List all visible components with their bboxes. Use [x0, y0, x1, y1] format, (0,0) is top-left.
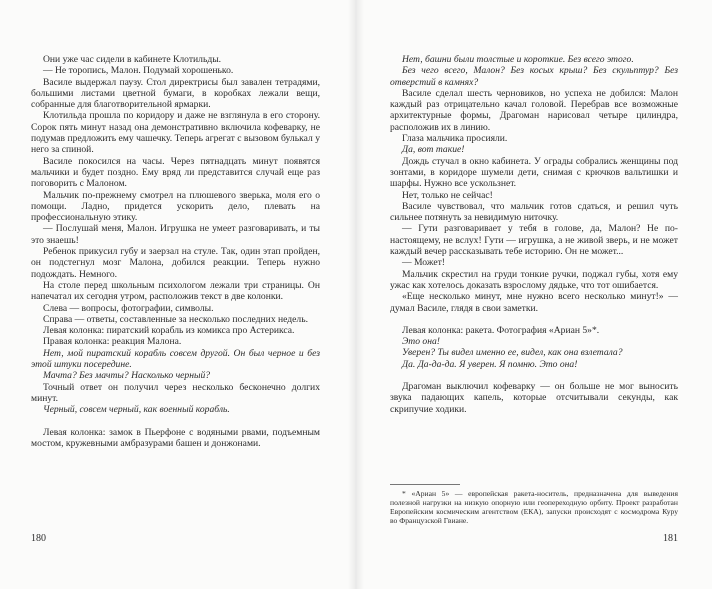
paragraph: Нет, башни были толстые и короткие. Без всего этого. [402, 54, 634, 65]
paragraph: Да, вот такие! [402, 144, 465, 156]
footnote: * «Ариан 5» — европейская ракета-носитель, предназначена для выведения полезной нагрузки на низкую опорную или геопереходную орбиту. Проект разработан Европейским космическим агентством (ЕКА), запуски происходят с космодрома Куру во Французской Гвиане. [390, 489, 678, 525]
paragraph: Глаза мальчика просияли. [402, 133, 508, 145]
paragraph: Левая колонка: замок в Пьерфоне с водяными рвами, подъемным мостом, кружевными амбразурами башен и донжонами. [31, 426, 320, 449]
paragraph: Без чего всего, Малон? Без косых крыш? Без скульптур? Без отверстий в камнях? [390, 65, 678, 88]
left-page-number: 180 [31, 533, 46, 544]
paragraph: Это она! [402, 336, 440, 348]
right-page [356, 0, 712, 589]
paragraph: Ребенок прикусил губу и заерзал на стуле. Так, один этап пройден, он подстегнул мозг Малона, добился реакции. Теперь нужно подождать. Немного. [31, 246, 320, 280]
paragraph: Мальчик по-прежнему смотрел на плюшевого зверька, моля его о помощи. Ладно, придется ускорить дело, плевать на профессиональную этику. [31, 189, 320, 224]
paragraph: — Может! [402, 257, 445, 269]
paragraph: Да. Да-да-да. Я уверен. Я помню. Это она! [402, 358, 578, 370]
right-page-text [390, 54, 678, 415]
paragraph: Точный ответ он получил через несколько бесконечно долгих минут. [31, 381, 320, 404]
paragraph: Мачта? Без мачты? Насколько черный? [43, 370, 211, 382]
paragraph: Они уже час сидели в кабинете Клотильды. [43, 54, 222, 65]
paragraph: Левая колонка: пиратский корабль из комикса про Астерикса. [43, 325, 295, 337]
paragraph: Василе чувствовал, что мальчик готов сдаться, и решил чуть сильнее потянуть за невидимую ниточку. [390, 200, 678, 224]
right-page-number: 181 [663, 533, 678, 544]
paragraph: Драгоман выключил кофеварку — он больше не мог выносить звука падающих капель, которые отсчитывали секунды, как скрипучие ходики. [390, 381, 678, 415]
paragraph: «Еще несколько минут, мне нужно всего несколько минут!» — думал Василе, глядя в свои заметки. [390, 291, 678, 314]
paragraph: Василе выдержал паузу. Стол директрисы был завален тетрадями, большими листами цветной бумаги, в коробках лежали вещи, собранные для благотворительной ярмарки. [31, 76, 320, 111]
book-gutter [348, 0, 364, 589]
paragraph: Нет, мой пиратский корабль совсем другой. Он был черное и без этой штуки посередине. [31, 347, 320, 371]
paragraph: — Послушай меня, Малон. Игрушка не умеет разговаривать, и ты это знаешь! [31, 223, 320, 246]
paragraph: Дождь стучал в окно кабинета. У ограды собрались женщины под зонтами, в коридоре шумели дети, снимая с крючков вальтишки и шарфы. Нужно все ускользнет. [390, 155, 678, 190]
paragraph: Уверен? Ты видел именно ее, видел, как она взлетала? [402, 347, 623, 359]
paragraph: Черный, совсем черный, как военный корабль. [43, 404, 230, 416]
paragraph: Справа — ответы, составленные за несколько последних недель. [43, 313, 308, 325]
paragraph: Василе сделал шесть черновиков, но успеха не добился: Малон каждый раз отрицательно качал головой. Перебрав все возможные архитектурные формы, Драгоман нарисовал четыре цилиндра, расположив их в линию. [390, 87, 678, 133]
footnote-rule [390, 484, 460, 485]
paragraph: Василе покосился на часы. Через пятнадцать минут появятся мальчики и будет поздно. Ему вряд ли представится случай еще раз поговорить с Малоном. [31, 155, 320, 190]
paragraph: На столе перед школьным психологом лежали три страницы. Он напечатал их сегодня утром, расположив текст в две колонки. [31, 279, 320, 303]
paragraph: — Не торопись, Малон. Подумай хорошенько. [43, 65, 234, 77]
paragraph: Слева — вопросы, фотографии, символы. [43, 302, 214, 314]
left-page-text [31, 54, 320, 449]
paragraph: Правая колонка: реакция Малона. [43, 336, 182, 348]
paragraph: Левая колонка: ракета. Фотография «Ариан 5»*. [402, 324, 600, 336]
paragraph: Мальчик скрестил на груди тонкие ручки, поджал губы, хотя ему ужас как хотелось доказать взрослому дядьке, что тот ошибается. [390, 268, 678, 291]
paragraph: Нет, только не сейчас! [402, 189, 493, 201]
paragraph: — Гути разговаривает у тебя в голове, да, Малон? Не по-настоящему, не вслух! Гути — игрушка, а не живой зверь, и не может каждый вечер рассказывать тебе историю. Он не может... [390, 223, 678, 258]
paragraph: Клотильда прошла по коридору и даже не взглянула в его сторону. Сорок пять минут назад она демонстративно включила кофеварку, не подумав предложить ему чашечку. Теперь агрегат с вызовом булькал у него за спиной. [31, 110, 320, 156]
